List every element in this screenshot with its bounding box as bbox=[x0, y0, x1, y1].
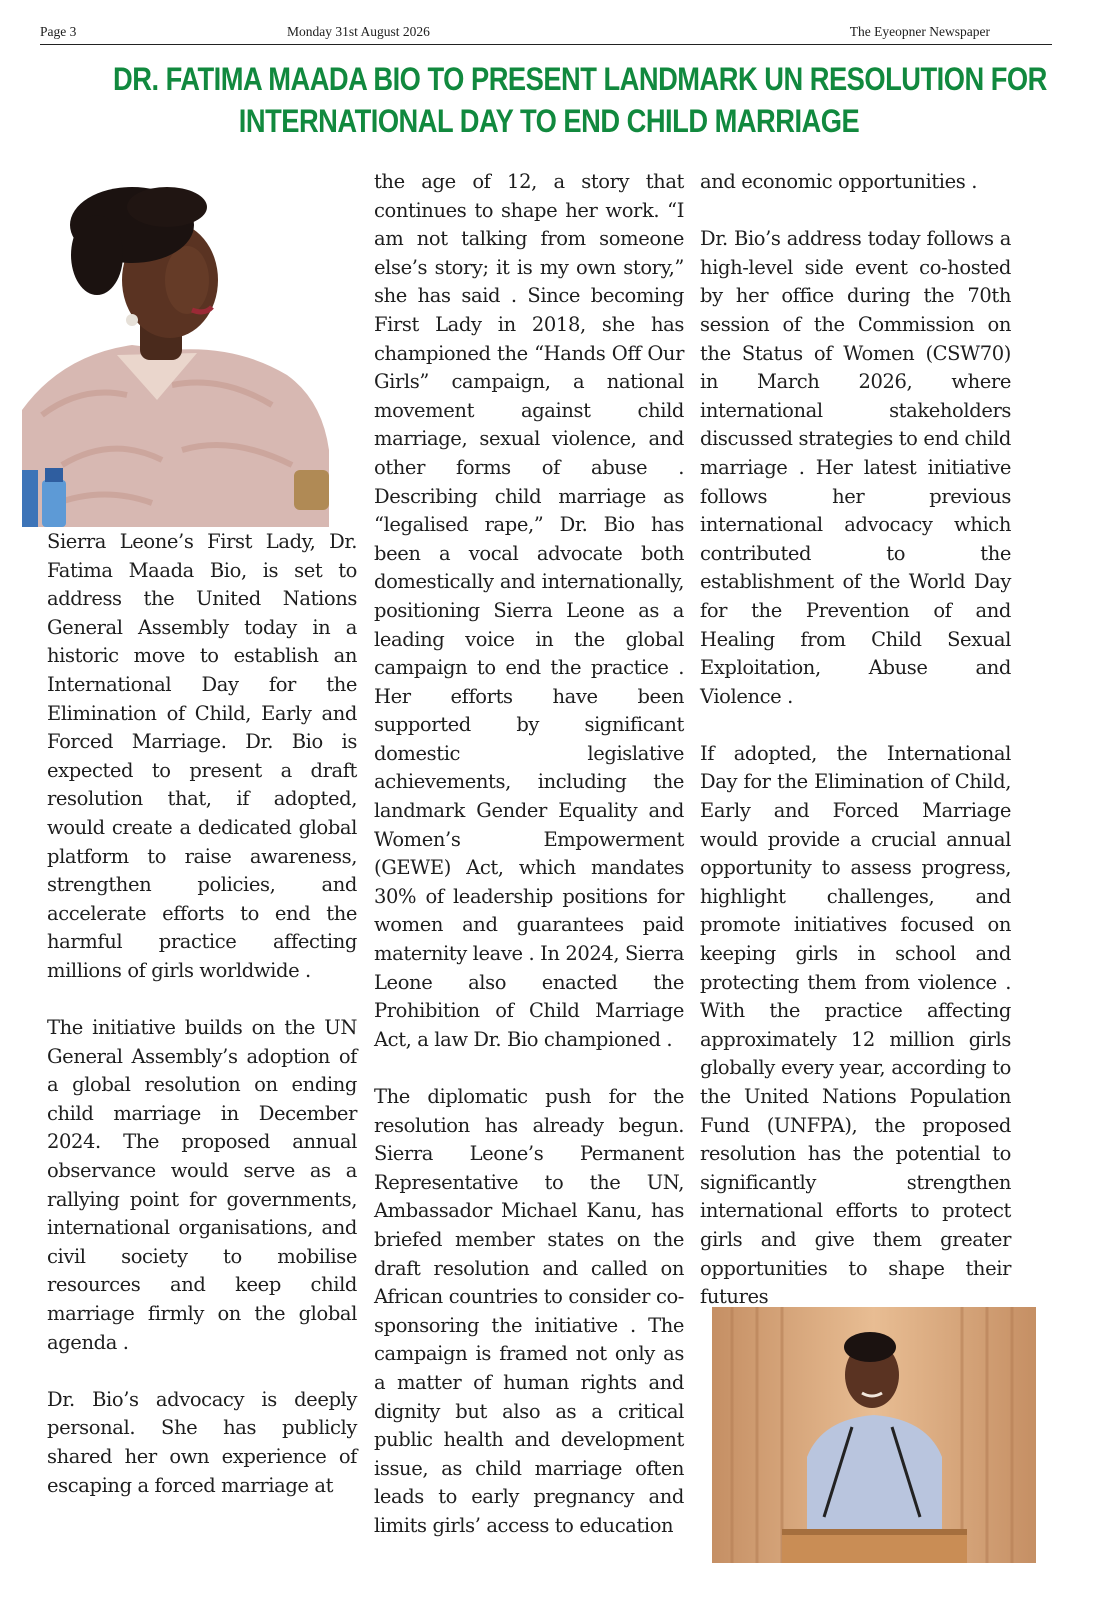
portrait-photo bbox=[22, 185, 329, 527]
issue-date: Monday 31st August 2026 bbox=[287, 24, 430, 39]
page-number: Page 3 bbox=[40, 24, 77, 39]
podium-photo bbox=[712, 1307, 1036, 1563]
paragraph: the age of 12, a story that continues to shape her work. “I am not talking from someone else’s story; it is my own story,” she has said . Since becoming First Lady in 2018, she has championed the “Hands Off Our Girls” campaign, a national movement against child marriage, sexual violence, and other forms of abuse . Describing child marriage as “legalised rape,” Dr. Bio has been a vocal advocate both domestically and internationally, positioning Sierra Leone as a leading voice in the global campaign to end the practice . Her efforts have been supported by significant domestic legislative achievements, including the landmark Gender Equality and Women’s Empowerment (GEWE) Act, which mandates 30% of leadership positions for women and guarantees paid maternity leave . In 2024, Sierra Leone also enacted the Prohibition of Child Marriage Act, a law Dr. Bio championed . bbox=[374, 170, 684, 1051]
page-header bbox=[40, 22, 1052, 45]
headline-line-2: INTERNATIONAL DAY TO END CHILD MARRIAGE bbox=[238, 103, 860, 139]
paragraph: Dr. Bio’s advocacy is deeply personal. She has publicly shared her own experience of escaping a forced marriage at bbox=[47, 1387, 357, 1497]
article-column-2 bbox=[374, 168, 684, 1541]
paragraph: If adopted, the International Day for the Elimination of Child, Early and Forced Marriage would provide a crucial annual opportunity to assess progress, highlight challenges, and promote initiatives focused on keeping girls in school and protecting them from violence . With the practice affecting approximately 12 million girls globally every year, according to the United Nations Population Fund (UNFPA), the proposed resolution has the potential to significantly strengthen international efforts to protect girls and give them greater opportunities to shape their futures bbox=[700, 741, 1011, 1309]
paragraph: and economic opportunities . bbox=[700, 170, 977, 193]
article-column-1 bbox=[47, 528, 357, 1500]
paragraph: Sierra Leone’s First Lady, Dr. Fatima Maada Bio, is set to address the United Nations General Assembly today in a historic move to establish an International Day for the Elimination of Child, Early and Forced Marriage. Dr. Bio is expected to present a draft resolution that, if adopted, would create a dedicated global platform to raise awareness, strengthen policies, and accelerate efforts to end the harmful practice affecting millions of girls worldwide . bbox=[47, 530, 357, 982]
newspaper-name: The Eyeopner Newspaper bbox=[849, 24, 990, 39]
paragraph: Dr. Bio’s address today follows a high-level side event co-hosted by her office during the 70th session of the Commission on the Status of Women (CSW70) in March 2026, where international stakeholders discussed strategies to end child marriage . Her latest initiative follows her previous international advocacy which contributed to the establishment of the World Day for the Prevention of and Healing from Child Sexual Exploitation, Abuse and Violence . bbox=[700, 227, 1011, 708]
paragraph: The initiative builds on the UN General Assembly’s adoption of a global resolution on ending child marriage in December 2024. The proposed annual observance would serve as a rallying point for governments, international organisations, and civil society to mobilise resources and keep child marriage firmly on the global agenda . bbox=[47, 1016, 357, 1354]
portrait-illustration bbox=[22, 185, 329, 527]
headline bbox=[113, 58, 1047, 142]
article-column-3 bbox=[700, 168, 1011, 1312]
headline-line-1: DR. FATIMA MAADA BIO TO PRESENT LANDMARK UN RESOLUTION FOR bbox=[113, 61, 1047, 97]
paragraph: The diplomatic push for the resolution has already begun. Sierra Leone’s Permanent Representative to the UN, Ambassador Michael Kanu, has briefed member states on the draft resolution and called on African countries to consider co-sponsoring the initiative . The campaign is framed not only as a matter of human rights and dignity but also as a critical public health and development issue, as child marriage often leads to early pregnancy and limits girls’ access to education bbox=[374, 1085, 684, 1537]
podium-illustration bbox=[712, 1307, 1036, 1563]
